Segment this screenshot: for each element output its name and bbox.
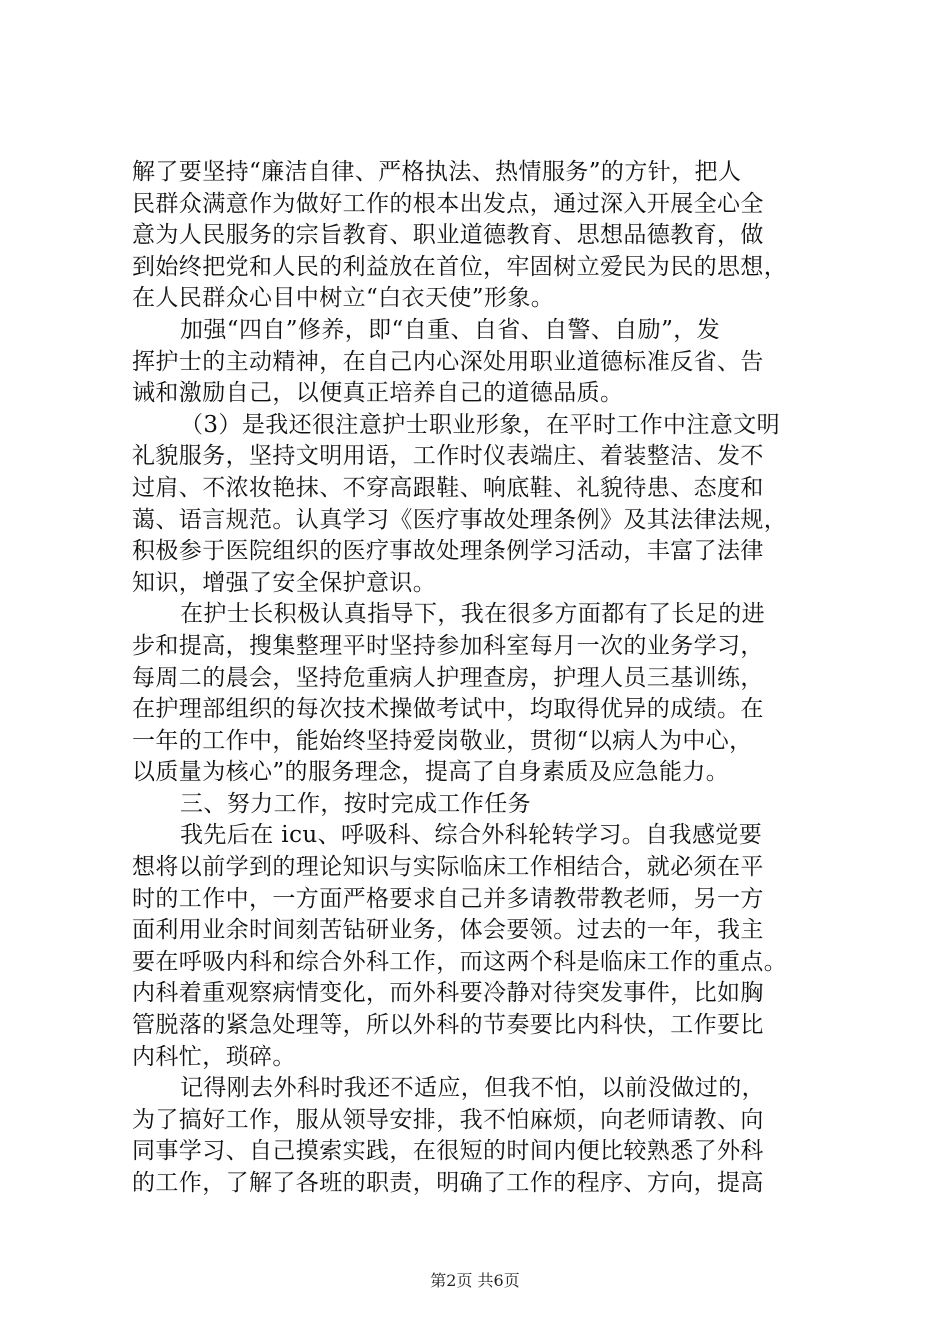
text-line: 为了搞好工作，服从领导安排，我不怕麻烦，向老师请教、向 bbox=[132, 1106, 764, 1133]
text-line: 在人民群众心目中树立“白衣天使”形象。 bbox=[132, 285, 555, 312]
text-line: 内科忙，琐碎。 bbox=[132, 1043, 296, 1070]
text-line: 民群众满意作为做好工作的根本出发点，通过深入开展全心全 bbox=[132, 190, 764, 217]
text-line: 时的工作中，一方面严格要求自己并多请教带教老师，另一方 bbox=[132, 885, 764, 912]
text-line: 解了要坚持“廉洁自律、严格执法、热情服务”的方针，把人 bbox=[132, 159, 742, 185]
text-line: 意为人民服务的宗旨教育、职业道德教育、思想品德教育，做 bbox=[132, 222, 764, 249]
text-line: 蔼、语言规范。认真学习《医疗事故处理条例》及其法律法规， bbox=[132, 506, 788, 533]
document-body bbox=[132, 157, 832, 1200]
text-line: 挥护士的主动精神，在自己内心深处用职业道德标准反省、告 bbox=[132, 348, 764, 375]
page-number-footer: 第2页 共6页 bbox=[430, 1271, 520, 1290]
text-line: 到始终把党和人民的利益放在首位，牢固树立爱民为民的思想， bbox=[132, 253, 788, 280]
text-line: 要在呼吸内科和综合外科工作，而这两个科是临床工作的重点。 bbox=[132, 948, 788, 975]
text-line: 每周二的晨会，坚持危重病人护理查房，护理人员三基训练， bbox=[132, 664, 764, 691]
text-line: 在护士长积极认真指导下，我在很多方面都有了长足的进 bbox=[180, 601, 765, 628]
text-line: 过肩、不浓妆艳抹、不穿高跟鞋、响底鞋、礼貌待患、态度和 bbox=[132, 474, 764, 501]
text-line: （3）是我还很注意护士职业形象，在平时工作中注意文明 bbox=[180, 411, 781, 438]
text-line: 三、努力工作，按时完成工作任务 bbox=[180, 790, 531, 817]
text-line: 记得刚去外科时我还不适应，但我不怕，以前没做过的， bbox=[180, 1075, 765, 1102]
text-line: 一年的工作中，能始终坚持爱岗敬业，贯彻“以病人为中心， bbox=[132, 727, 753, 754]
text-line: 管脱落的紧急处理等，所以外科的节奏要比内科快，工作要比 bbox=[132, 1012, 764, 1039]
text-line: 礼貌服务，坚持文明用语，工作时仪表端庄、着装整洁、发不 bbox=[132, 443, 764, 470]
text-line: 在护理部组织的每次技术操做考试中，均取得优异的成绩。在 bbox=[132, 696, 764, 723]
text-line: 积极参于医院组织的医疗事故处理条例学习活动，丰富了法律 bbox=[132, 538, 764, 565]
text-line: 知识，增强了安全保护意识。 bbox=[132, 569, 437, 596]
text-line: 加强“四自”修养，即“自重、自省、自警、自励”，发 bbox=[180, 316, 721, 343]
text-line: 同事学习、自己摸索实践，在很短的时间内便比较熟悉了外科 bbox=[132, 1138, 764, 1165]
text-line: 我先后在 icu、呼吸科、综合外科轮转学习。自我感觉要 bbox=[180, 822, 763, 849]
text-line: 内科着重观察病情变化，而外科要冷静对待突发事件，比如胸 bbox=[132, 980, 764, 1007]
text-line: 步和提高，搜集整理平时坚持参加科室每月一次的业务学习， bbox=[132, 632, 764, 659]
text-line: 诫和激励自己，以便真正培养自己的道德品质。 bbox=[132, 380, 624, 407]
text-line: 面利用业余时间刻苦钻研业务，体会要领。过去的一年，我主 bbox=[132, 917, 764, 944]
text-line: 以质量为核心”的服务理念，提高了自身素质及应急能力。 bbox=[132, 759, 730, 786]
text-line: 想将以前学到的理论知识与实际临床工作相结合，就必须在平 bbox=[132, 854, 764, 881]
text-line: 的工作，了解了各班的职责，明确了工作的程序、方向，提高 bbox=[132, 1170, 764, 1196]
